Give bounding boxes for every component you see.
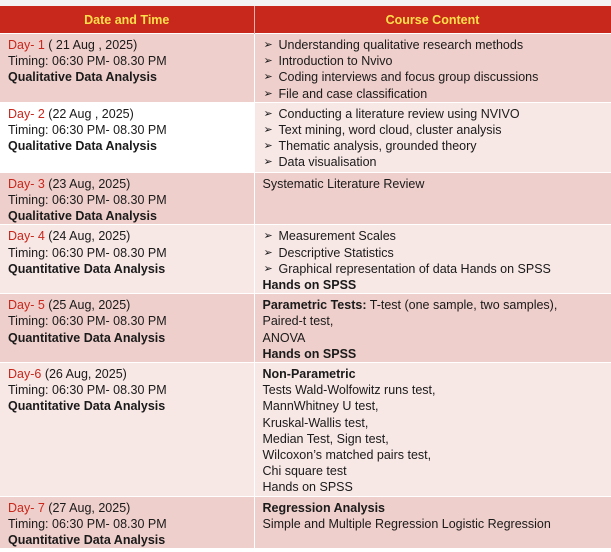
topic-item: ➢ Descriptive Statistics	[264, 245, 607, 261]
date-time-cell	[0, 225, 254, 294]
day-date: (25 Aug, 2025)	[44, 298, 131, 313]
day-label: Day- 2	[8, 106, 45, 121]
day-label: Day-6	[8, 367, 42, 382]
day-line	[8, 500, 250, 516]
topic-list	[263, 37, 607, 102]
date-time-cell	[0, 294, 254, 363]
timing: Timing: 06:30 PM- 08.30 PM	[8, 516, 167, 531]
day-date: (24 Aug, 2025)	[44, 229, 131, 244]
module-name: Quantitative Data Analysis	[8, 330, 166, 345]
day-line	[8, 366, 250, 382]
course-content-cell	[254, 102, 611, 172]
day-line	[8, 297, 250, 313]
module-name: Quantitative Data Analysis	[8, 533, 166, 548]
date-time-cell	[0, 363, 254, 497]
schedule-row	[0, 496, 611, 548]
day-label: Day- 1	[8, 38, 45, 52]
content-title: Regression Analysis	[262, 500, 386, 515]
module-name: Qualitative Data Analysis	[8, 139, 157, 154]
schedule-row	[0, 363, 611, 497]
header-row	[0, 6, 611, 34]
topic-item: ➢ Introduction to Nvivo	[264, 53, 607, 69]
content-line: Kruskal-Wallis test,	[262, 415, 369, 430]
hands-on-label: Hands on SPSS	[262, 346, 357, 361]
day-line	[8, 228, 250, 244]
content-line: Systematic Literature Review	[262, 176, 425, 191]
schedule-table	[0, 6, 611, 548]
topic-item: ➢ Data visualisation	[264, 154, 607, 170]
module-name: Qualitative Data Analysis	[8, 70, 157, 85]
content-line: Paired-t test,	[262, 314, 334, 329]
topic-item: ➢ Thematic analysis, grounded theory	[264, 138, 607, 154]
hands-on-label: Hands on SPSS	[262, 278, 357, 293]
header-course-content: Course Content	[254, 6, 611, 34]
day-line	[8, 37, 250, 53]
topic-item: ➢ File and case classification	[264, 86, 607, 102]
topic-item: ➢ Text mining, word cloud, cluster analysis	[264, 122, 607, 138]
content-title: Non-Parametric	[262, 367, 356, 382]
topic-item: ➢ Conducting a literature review using NVIVO	[264, 106, 607, 122]
content-line: ANOVA	[262, 330, 306, 345]
content-line: Tests Wald-Wolfowitz runs test,	[262, 383, 436, 398]
course-content-cell	[254, 496, 611, 548]
day-label: Day- 4	[8, 229, 45, 244]
day-date: (27 Aug, 2025)	[44, 500, 131, 515]
date-time-cell	[0, 34, 254, 103]
day-date: (23 Aug, 2025)	[44, 176, 131, 191]
day-line	[8, 106, 250, 122]
date-time-cell	[0, 172, 254, 225]
date-time-cell	[0, 102, 254, 172]
timing: Timing: 06:30 PM- 08.30 PM	[8, 314, 167, 329]
timing: Timing: 06:30 PM- 08.30 PM	[8, 245, 167, 260]
course-content-cell	[254, 172, 611, 225]
module-name: Quantitative Data Analysis	[8, 399, 166, 414]
content-title-line	[263, 297, 607, 313]
content-title-line	[263, 366, 607, 382]
topic-item: ➢ Understanding qualitative research methods	[264, 37, 607, 53]
content-line: Simple and Multiple Regression Logistic Regression	[262, 516, 551, 531]
schedule-row	[0, 102, 611, 172]
timing: Timing: 06:30 PM- 08.30 PM	[8, 383, 167, 398]
schedule-row	[0, 294, 611, 363]
day-label: Day- 3	[8, 176, 45, 191]
schedule-row	[0, 34, 611, 103]
content-title-line	[263, 500, 607, 516]
content-line: Hands on SPSS	[262, 480, 353, 495]
day-line	[8, 176, 250, 192]
schedule-row	[0, 172, 611, 225]
course-content-cell	[254, 294, 611, 363]
content-line: Wilcoxon’s matched pairs test,	[262, 448, 432, 463]
course-content-cell	[254, 34, 611, 103]
timing: Timing: 06:30 PM- 08.30 PM	[8, 123, 167, 138]
date-time-cell	[0, 496, 254, 548]
day-date: ( 21 Aug , 2025)	[44, 38, 138, 52]
day-label: Day- 5	[8, 298, 45, 313]
module-name: Qualitative Data Analysis	[8, 209, 157, 224]
content-line: Median Test, Sign test,	[262, 431, 389, 446]
day-date: (22 Aug , 2025)	[44, 106, 134, 121]
topic-item: ➢ Coding interviews and focus group discussions	[264, 69, 607, 85]
course-content-cell	[254, 225, 611, 294]
content-title-rest: T-test (one sample, two samples),	[366, 298, 558, 313]
day-date: (26 Aug, 2025)	[41, 367, 127, 382]
content-title: Parametric Tests:	[262, 298, 367, 313]
topic-list	[263, 228, 607, 277]
topic-item: ➢ Graphical representation of data Hands on SPSS	[264, 261, 607, 277]
timing: Timing: 06:30 PM- 08.30 PM	[8, 54, 167, 69]
day-label: Day- 7	[8, 500, 45, 515]
content-line: MannWhitney U test,	[262, 399, 379, 414]
content-line: Chi square test	[262, 464, 347, 479]
topic-list	[263, 106, 607, 171]
schedule-row	[0, 225, 611, 294]
timing: Timing: 06:30 PM- 08.30 PM	[8, 193, 167, 208]
header-date-time: Date and Time	[0, 6, 254, 34]
topic-item: ➢ Measurement Scales	[264, 228, 607, 244]
module-name: Quantitative Data Analysis	[8, 261, 166, 276]
course-content-cell	[254, 363, 611, 497]
